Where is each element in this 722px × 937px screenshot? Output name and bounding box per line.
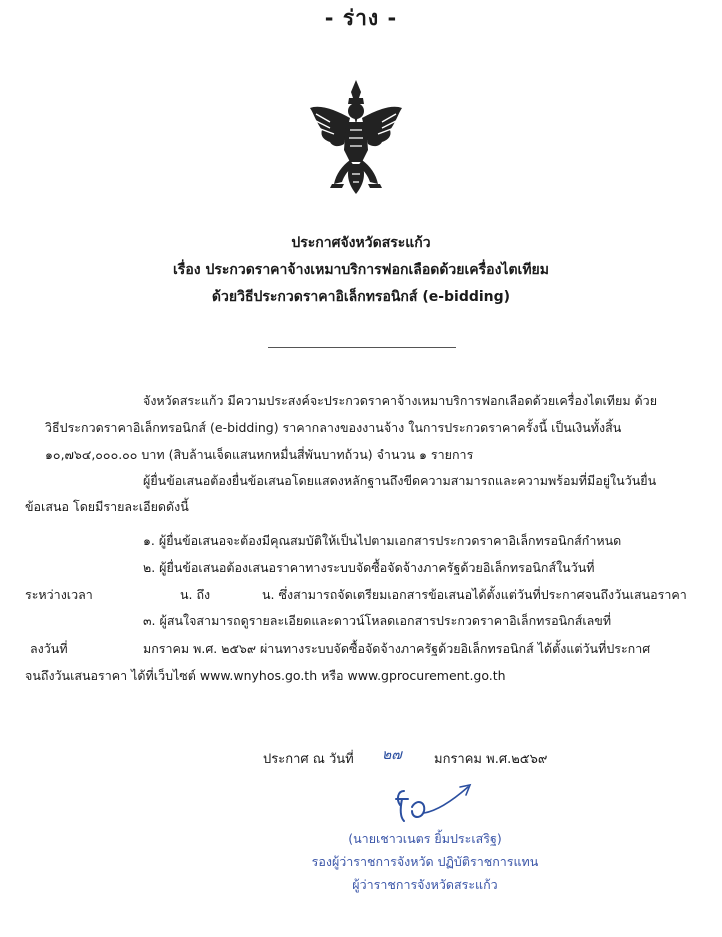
announcement-method: ด้วยวิธีประกวดราคาอิเล็กทรอนิกส์ (e-bidding) xyxy=(211,289,511,305)
body-line: ผู้ยื่นข้อเสนอต้องยื่นข้อเสนอโดยแสดงหลักฐานถึงขีดความสามารถและความพร้อมที่มีอยู่ในวันยื่น xyxy=(143,473,657,488)
list-item-continuation: จนถึงวันเสนอราคา ได้ที่เว็บไซต์ www.wnyhos.go.th หรือ www.gprocurement.go.th xyxy=(25,668,506,683)
announce-date-prefix: ประกาศ ณ วันที่ xyxy=(263,752,354,767)
body-line: จังหวัดสระแก้ว มีความประสงค์จะประกวดราคาจ้างเหมาบริการฟอกเลือดด้วยเครื่องไตเทียม ด้วย xyxy=(143,393,658,408)
list-item-continuation: น. ถึง xyxy=(180,587,211,602)
announce-day-handwritten: ๒๗ xyxy=(382,747,402,763)
signer-position-on-behalf: ผู้ว่าราชการจังหวัดสระแก้ว xyxy=(352,877,498,892)
body-line: ๑๐,๗๖๔,๐๐๐.๐๐ บาท (สิบล้านเจ็ดแสนหกหมื่นสี่พันบาทถ้วน) จำนวน ๑ รายการ xyxy=(45,447,474,462)
announcement-subject: เรื่อง ประกวดราคาจ้างเหมาบริการฟอกเลือดด้วยเครื่องไตเทียม xyxy=(173,262,549,278)
signer-position: รองผู้ว่าราชการจังหวัด ปฏิบัติราชการแทน xyxy=(311,854,539,869)
list-item: ๓. ผู้สนใจสามารถดูรายละเอียดและดาวน์โหลดเอกสารประกวดราคาอิเล็กทรอนิกส์เลขที่ xyxy=(143,613,612,628)
body-line: วิธีประกวดราคาอิเล็กทรอนิกส์ (e-bidding) ราคากลางของงานจ้าง ในการประกวดราคาครั้งนี้ เป็นเงินทั้งสิ้น xyxy=(45,420,622,435)
announce-date-suffix: มกราคม พ.ศ.๒๕๖๙ xyxy=(434,752,548,767)
list-item: ๑. ผู้ยื่นข้อเสนอจะต้องมีคุณสมบัติให้เป็นไปตามเอกสารประกวดราคาอิเล็กทรอนิกส์กำหนด xyxy=(143,533,622,548)
announcement-issuer: ประกาศจังหวัดสระแก้ว xyxy=(291,235,431,251)
list-item: ๒. ผู้ยื่นข้อเสนอต้องเสนอราคาทางระบบจัดซื้อจัดจ้างภาครัฐด้วยอิเล็กทรอนิกส์ในวันที่ xyxy=(143,560,595,575)
list-item-continuation: ระหว่างเวลา xyxy=(25,587,93,602)
garuda-emblem-icon xyxy=(306,78,406,198)
draft-mark: - ร่าง - xyxy=(324,6,398,30)
title-divider xyxy=(268,347,456,348)
handwritten-signature xyxy=(382,775,492,835)
signer-name: (นายเชาวเนตร ยิ้มประเสริฐ) xyxy=(348,831,502,846)
list-item-continuation: น. ซึ่งสามารถจัดเตรียมเอกสารข้อเสนอได้ตั้งแต่วันที่ประกาศจนถึงวันเสนอราคา xyxy=(262,587,687,602)
list-item-continuation: มกราคม พ.ศ. ๒๕๖๙ ผ่านทางระบบจัดซื้อจัดจ้างภาครัฐด้วยอิเล็กทรอนิกส์ ได้ตั้งแต่วันที่ประกาศ xyxy=(143,641,651,656)
body-line: ข้อเสนอ โดยมีรายละเอียดดังนี้ xyxy=(25,499,189,514)
list-item-continuation: ลงวันที่ xyxy=(30,641,68,656)
